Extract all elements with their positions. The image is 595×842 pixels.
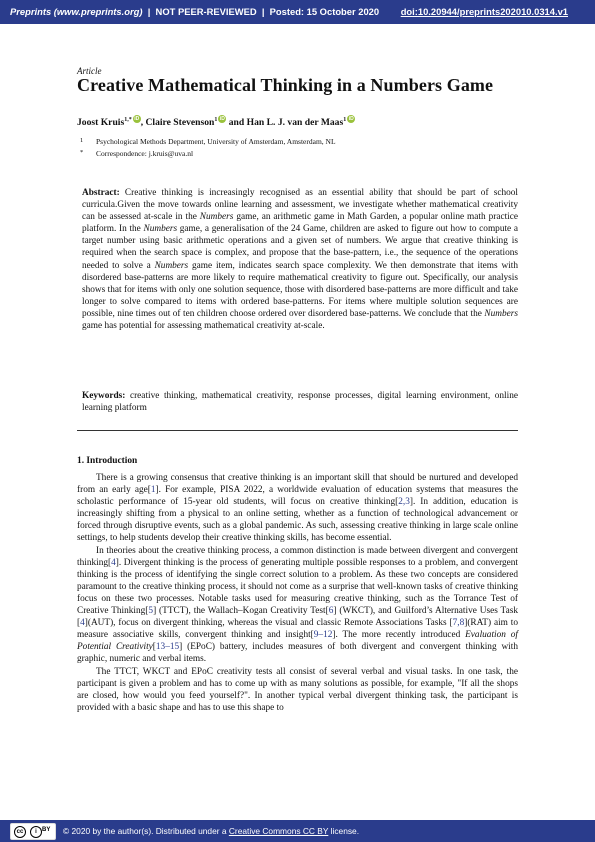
- keywords-text: creative thinking, mathematical creativity, response processes, digital learning environment, online learning platform: [82, 391, 518, 414]
- text-run: The TTCT, WKCT and EPoC creativity tests all consist of several verbal and visual tasks. In one task, the participant is given a problem and has to come up with as many solutions as possible, for example, "If all the shops are closed, how would you feed yourself?". In another typical verbal divergent thinking task, the participant is provided with a basic shape and has to use this shape to: [77, 666, 518, 713]
- banner-info: [10, 6, 379, 17]
- author-separator: ,: [140, 117, 144, 128]
- paragraph: [77, 545, 518, 666]
- abstract-text: game item, indicates search space complexity. We then demonstrate that items with disordered base-patterns are more likely to require mathematical creativity to figure out. Specifically, our analysis shows that for items with only one solution sequence, those with disordered base-patterns are more difficult and take longer to solve compared to items with ordered base-patterns. For items where multiple solution sequences are possible, nine times out of ten children choose ordered over disordered base-patterns. We conclude that the: [82, 260, 519, 319]
- text-run: ] (TTCT), the Wallach–Kogan Creativity Test[: [153, 606, 329, 617]
- numbers-game-name: Numbers: [484, 308, 518, 319]
- numbers-game-name: Numbers: [154, 260, 189, 271]
- author-affiliation-mark: 1: [214, 117, 218, 123]
- preprint-banner: [0, 0, 595, 24]
- license-tail: license.: [328, 826, 360, 836]
- author-name: Claire Stevenson: [145, 117, 215, 128]
- copyright-text: © 2020 by the author(s). Distributed under a: [63, 826, 229, 836]
- article-type-label: Article: [77, 66, 102, 76]
- citation-link[interactable]: 1: [150, 485, 156, 496]
- orcid-icon[interactable]: iD: [348, 116, 354, 122]
- orcid-icon[interactable]: iD: [134, 116, 140, 122]
- text-run: ] (WKCT), and Guilford’s Alternative Uses Task [: [77, 606, 518, 629]
- text-run: ] (EPoC) battery, includes measures of both divergent and convergent thinking with graphic, numeric and verbal items.: [77, 642, 518, 665]
- person-icon: i: [30, 826, 42, 838]
- abstract: [82, 187, 518, 332]
- banner-separator: |: [261, 6, 265, 17]
- italic-term: Evaluation of Potential Creativity: [77, 630, 519, 653]
- text-run: There is a growing consensus that creative thinking is an important skill that should be nurtured and developed from an early age[: [77, 473, 518, 496]
- section-divider: [77, 430, 518, 431]
- license-text: [63, 826, 359, 836]
- citation-link[interactable]: 9–12: [313, 630, 333, 641]
- text-run: In theories about the creative thinking process, a common distinction is made between divergent and convergent thinking[: [77, 545, 518, 568]
- cc-icon: cc: [14, 826, 26, 838]
- author-separator: and: [228, 117, 245, 128]
- author-affiliation-mark: 1: [343, 117, 347, 123]
- citation-link[interactable]: 7,8: [452, 618, 465, 629]
- abstract-text: game, a generalisation of the 24 Game, children are asked to figure out how to compute a target number using basic arithmetic operations and a given set of numbers. We argue that creative thinking is required when the search space is complex, and propose that the base-pattern, i.e., the sequence of the operations needed to solve a: [82, 224, 518, 271]
- abstract-label: Abstract:: [82, 188, 120, 198]
- abstract-text: Creative thinking is increasingly recognised as an essential ability that should be part of school curricula.Given the move towards online learning and assessment, we investigate whether mathematical creativity can be assessed at-scale in the: [82, 188, 519, 223]
- correspondence-text: Correspondence: j.kruis@uva.nl: [96, 149, 194, 158]
- citation-link[interactable]: 13–15: [155, 642, 180, 653]
- text-run: ]. The more recently introduced: [332, 630, 466, 641]
- affiliation-text: Psychological Methods Department, University of Amsterdam, Amsterdam, NL: [96, 137, 336, 146]
- text-run: ](RAT) aim to measure associative skills, convergent thinking and insight[: [77, 618, 518, 641]
- orcid-icon[interactable]: iD: [219, 116, 225, 122]
- license-link[interactable]: Creative Commons CC BY: [228, 826, 329, 836]
- banner-separator: |: [147, 6, 151, 17]
- numbers-game-name: Numbers: [199, 212, 234, 223]
- paper-title: Creative Mathematical Thinking in a Numbers Game: [77, 75, 494, 95]
- citation-link[interactable]: 6: [328, 606, 334, 617]
- preprints-site-link[interactable]: Preprints (www.preprints.org): [10, 6, 143, 17]
- numbers-game-name: Numbers: [143, 224, 178, 235]
- section-heading: 1. Introduction: [77, 456, 138, 466]
- doi-link[interactable]: doi:10.20944/preprints202010.0314.v1: [400, 6, 568, 17]
- introduction-body: [77, 472, 518, 714]
- text-run: ]. For example, PISA 2022, a worldwide evaluation of education systems that measures the scholastic performance of 15-year old students, will focus on creative thinking[: [77, 485, 518, 508]
- text-run: [: [152, 642, 156, 653]
- abstract-text: game has potential for assessing mathematical creativity at-scale.: [82, 321, 325, 332]
- correspondence-mark: *: [80, 149, 84, 156]
- by-icon: BY: [42, 827, 51, 833]
- keywords-label: Keywords:: [82, 391, 126, 401]
- text-run: ]. Divergent thinking is the process of generating multiple possible responses to a problem, and convergent thinking is the process of identifying the single correct solution to a problem. As these two concepts are considered paramount to the creative thinking process, it should not come as a surprise that well-known tasks of creative thinking focus on these two processes. Notable tasks used for measuring creative thinking, such as the Torrance Test of Creative Thinking[: [77, 557, 518, 617]
- citation-link[interactable]: 4: [80, 618, 85, 629]
- peer-review-status: NOT PEER-REVIEWED: [155, 6, 257, 17]
- license-footer: [0, 820, 595, 842]
- author-affiliation-mark: 1,*: [124, 117, 132, 123]
- affiliation-line: [80, 137, 336, 146]
- abstract-text: game, an arithmetic game in Math Garden, a popular online math practice platform. In the: [82, 212, 518, 235]
- correspondence-line: [80, 149, 193, 158]
- citation-link[interactable]: 4: [111, 557, 116, 568]
- citation-link[interactable]: 2,3: [398, 497, 410, 508]
- author-name: Joost Kruis: [77, 117, 125, 128]
- author-name: Han L. J. van der Maas: [246, 117, 344, 128]
- text-run: ](AUT), focus on divergent thinking, whereas the visual and classic Remote Associations Tasks [: [84, 618, 453, 629]
- author-list: [77, 115, 355, 128]
- paragraph: [77, 472, 518, 545]
- paragraph: [77, 666, 518, 714]
- posted-date: Posted: 15 October 2020: [269, 6, 380, 17]
- keywords: [82, 390, 518, 414]
- text-run: ]. In addition, education is increasingly shifting from a physical to an online setting, whether as a function of technological advancement or forced through disruptive events, such as a global pandemic. As such, assessing creative thinking in large scale online settings, to help students develop their creative thinking skills, has become essential.: [77, 497, 518, 544]
- affiliation-mark: 1: [80, 137, 84, 144]
- cc-by-license-badge[interactable]: [10, 823, 56, 840]
- citation-link[interactable]: 5: [148, 606, 154, 617]
